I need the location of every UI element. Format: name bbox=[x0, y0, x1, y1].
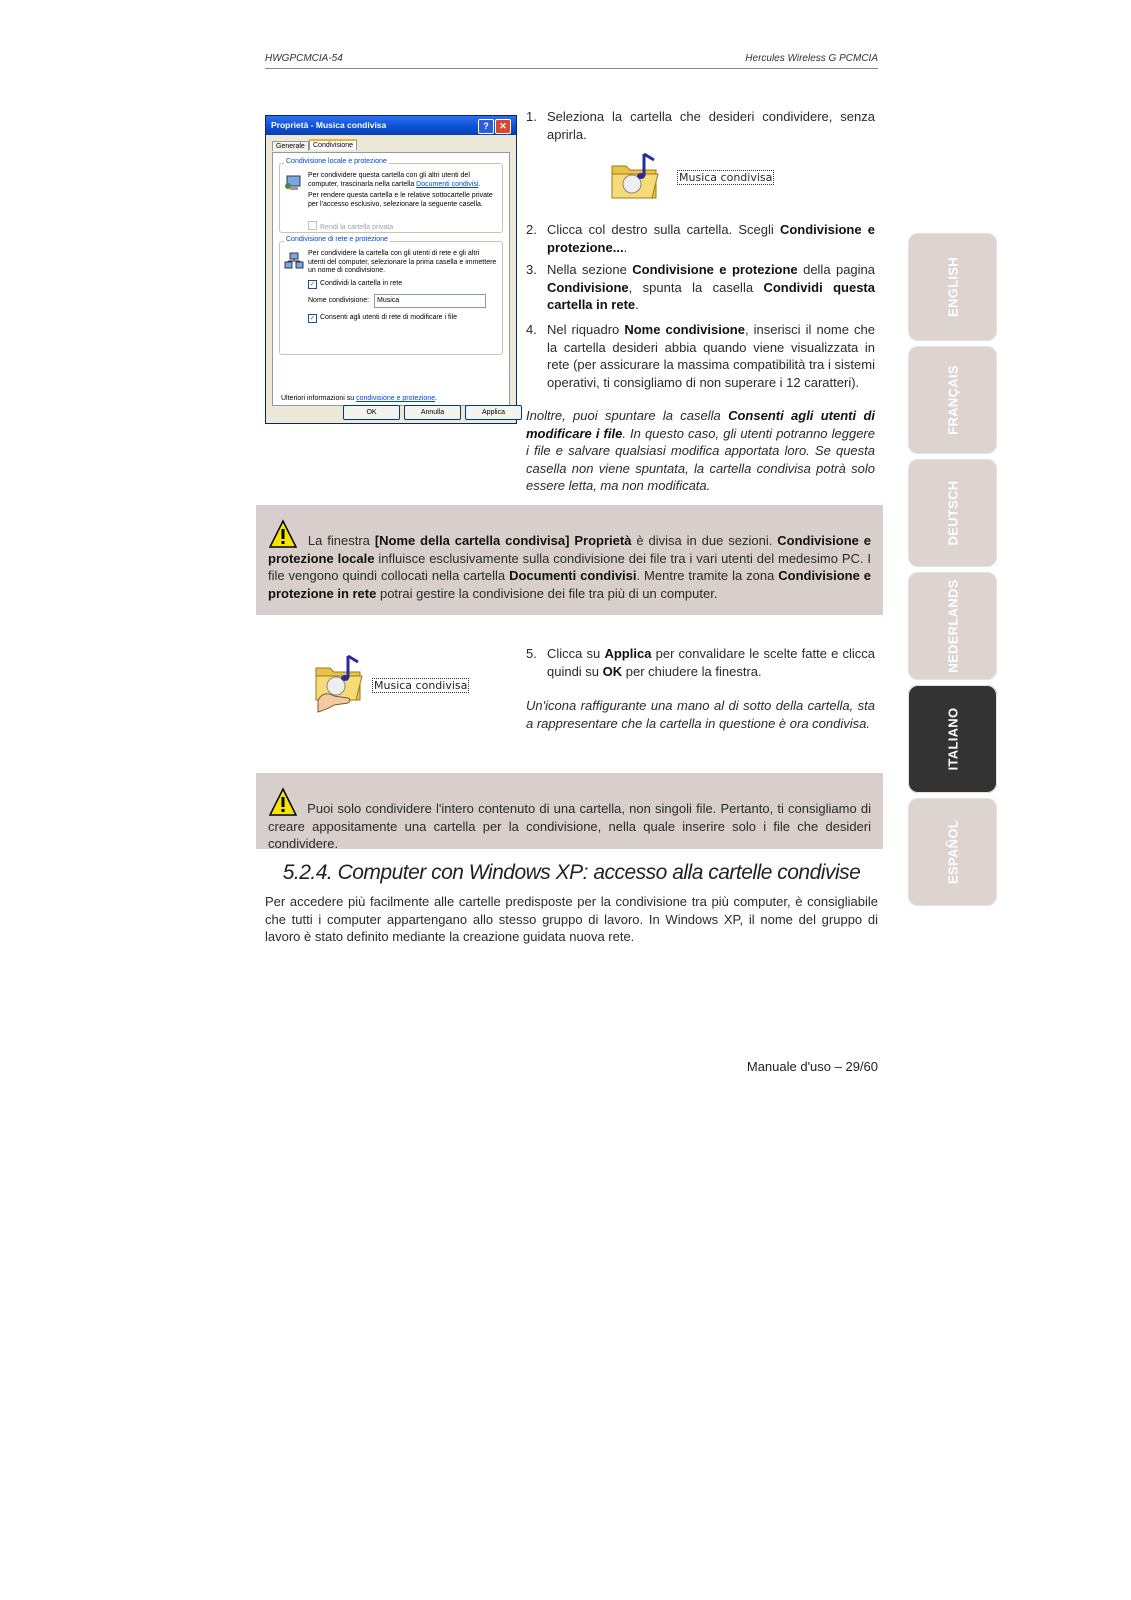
header-divider bbox=[265, 68, 878, 69]
warning-icon bbox=[268, 787, 298, 817]
more-info: Ulteriori informazioni su condivisione e protezione. bbox=[281, 395, 438, 402]
tab-francais[interactable]: FRANÇAIS bbox=[908, 346, 997, 454]
share-checkbox[interactable]: ✓ Condividi la cartella in rete bbox=[309, 280, 403, 288]
allow-modify-checkbox[interactable]: ✓ Consenti agli utenti di rete di modificare i file bbox=[309, 314, 457, 322]
tab-italiano[interactable]: ITALIANO bbox=[908, 685, 997, 793]
header-left: HWGPCMCIA-54 bbox=[265, 53, 343, 64]
cancel-button[interactable]: Annulla bbox=[404, 405, 461, 420]
header-right: Hercules Wireless G PCMCIA bbox=[745, 53, 878, 64]
apply-button[interactable]: Applica bbox=[465, 405, 522, 420]
private-text: Per rendere questa cartella e le relative sottocartelle private per l'accesso esclusivo, selezionare la seguente casella. bbox=[308, 192, 493, 208]
share-name-label: Nome condivisione: bbox=[308, 297, 370, 304]
tab-espanol[interactable]: ESPAÑOL bbox=[908, 798, 997, 906]
note-box-2: Puoi solo condividere l'intero contenuto di una cartella, non singoli file. Pertanto, ti consigliamo di creare appositamente una cartella per la condivisione, nella quale inserire solo i file che desideri condividere. bbox=[256, 773, 883, 849]
section-paragraph: Per accedere più facilmente alle cartelle predisposte per la condivisione tra più computer, è consigliabile che tutti i computer appartengano allo stesso gruppo di lavoro. In Windows XP, il nome del gruppo di lavoro è stato definito mediante la creazione guidata nuova rete. bbox=[265, 894, 878, 944]
step-5: 5. Clicca su Applica per convalidare le scelte fatte e clicca quindi su OK per chiudere la finestra. bbox=[526, 646, 875, 679]
help-icon[interactable]: ? bbox=[478, 119, 494, 134]
shared-folder-icon bbox=[312, 650, 370, 719]
step-4: 4. Nel riquadro Nome condivisione, inserisci il nome che la cartella desideri abbia quando viene visualizzata in rete (per assicurare la massima compatibilità tra i sistemi operativi, ti consigliamo di non superare i 12 caratteri). bbox=[526, 322, 875, 390]
network-icon bbox=[284, 252, 304, 270]
warning-icon bbox=[268, 519, 298, 549]
close-icon[interactable]: ✕ bbox=[495, 119, 511, 134]
net-text: Per condividere la cartella con gli utenti di rete e gli altri utenti del computer, selezionare la prima casella e immettere un nome di condivisione. bbox=[308, 250, 497, 274]
tab-nederlands[interactable]: NEDERLANDS bbox=[908, 572, 997, 680]
private-checkbox[interactable]: Rendi la cartella privata bbox=[308, 221, 393, 231]
step-1: 1. Seleziona la cartella che desideri condividere, senza aprirla. bbox=[526, 109, 875, 142]
shared-folder-label[interactable]: Musica condivisa bbox=[374, 679, 468, 692]
computer-users-icon bbox=[284, 174, 304, 192]
local-text: Per condividere questa cartella con gli altri utenti del computer, trascinarla nella cartella Documenti condivisi. bbox=[308, 172, 481, 188]
italic-note-1: Inoltre, puoi spuntare la casella Consenti agli utenti di modificare i file. In questo caso, gli utenti potranno leggere i file e salvare qualsiasi modifica apportata loro. Se questa casella non viene spuntata, la cartella condivisa potrà solo essere letta, ma non modificata. bbox=[526, 408, 875, 493]
page-footer: Manuale d'uso – 29/60 bbox=[746, 1059, 878, 1074]
step-3: 3. Nella sezione Condivisione e protezione della pagina Condivisione, spunta la casella Condividi questa cartella in rete. bbox=[526, 262, 876, 312]
tab-condivisione[interactable]: Condivisione bbox=[309, 139, 357, 150]
tab-deutsch[interactable]: DEUTSCH bbox=[908, 459, 997, 567]
note-box-1: La finestra [Nome della cartella condivisa] Proprietà è divisa in due sezioni. Condivisione e protezione locale influisce esclusivamente sulla condivisione dei file tra i vari utenti del medesimo PC. I file vengono quindi collocati nella cartella Documenti condivisi. Mentre tramite la zona Condivisione e protezione in rete potrai gestire la condivisione dei file tra più di un computer. bbox=[256, 505, 883, 615]
dialog-title: Proprietà - Musica condivisa bbox=[266, 116, 516, 135]
ok-button[interactable]: OK bbox=[343, 405, 400, 420]
local-sharing-group bbox=[279, 158, 503, 233]
step-2: 2. Clicca col destro sulla cartella. Scegli Condivisione e protezione.... bbox=[526, 222, 875, 255]
tab-english[interactable]: ENGLISH bbox=[908, 233, 997, 341]
properties-dialog bbox=[265, 115, 517, 424]
sharing-panel bbox=[272, 152, 510, 406]
step-5-block bbox=[526, 645, 875, 735]
italic-note-2: Un'icona raffigurante una mano al di sotto della cartella, sta a rappresentare che la cartella in questione è ora condivisa. bbox=[526, 698, 875, 731]
tab-generale[interactable]: Generale bbox=[272, 141, 309, 151]
net-group-title: Condivisione di rete e protezione bbox=[286, 236, 388, 243]
documenti-condivisi-link[interactable]: Documenti condivisi bbox=[416, 180, 479, 188]
steps-column bbox=[526, 108, 875, 498]
more-info-link[interactable]: condivisione e protezione bbox=[356, 395, 436, 402]
network-sharing-group bbox=[279, 236, 503, 355]
section-heading: 5.2.4. Computer con Windows XP: accesso alla cartelle condivise bbox=[282, 861, 861, 884]
local-group-title: Condivisione locale e protezione bbox=[286, 158, 387, 165]
folder-icon bbox=[608, 148, 666, 209]
folder-label[interactable]: Musica condivisa bbox=[679, 171, 773, 184]
share-name-input[interactable]: Musica bbox=[374, 294, 486, 308]
